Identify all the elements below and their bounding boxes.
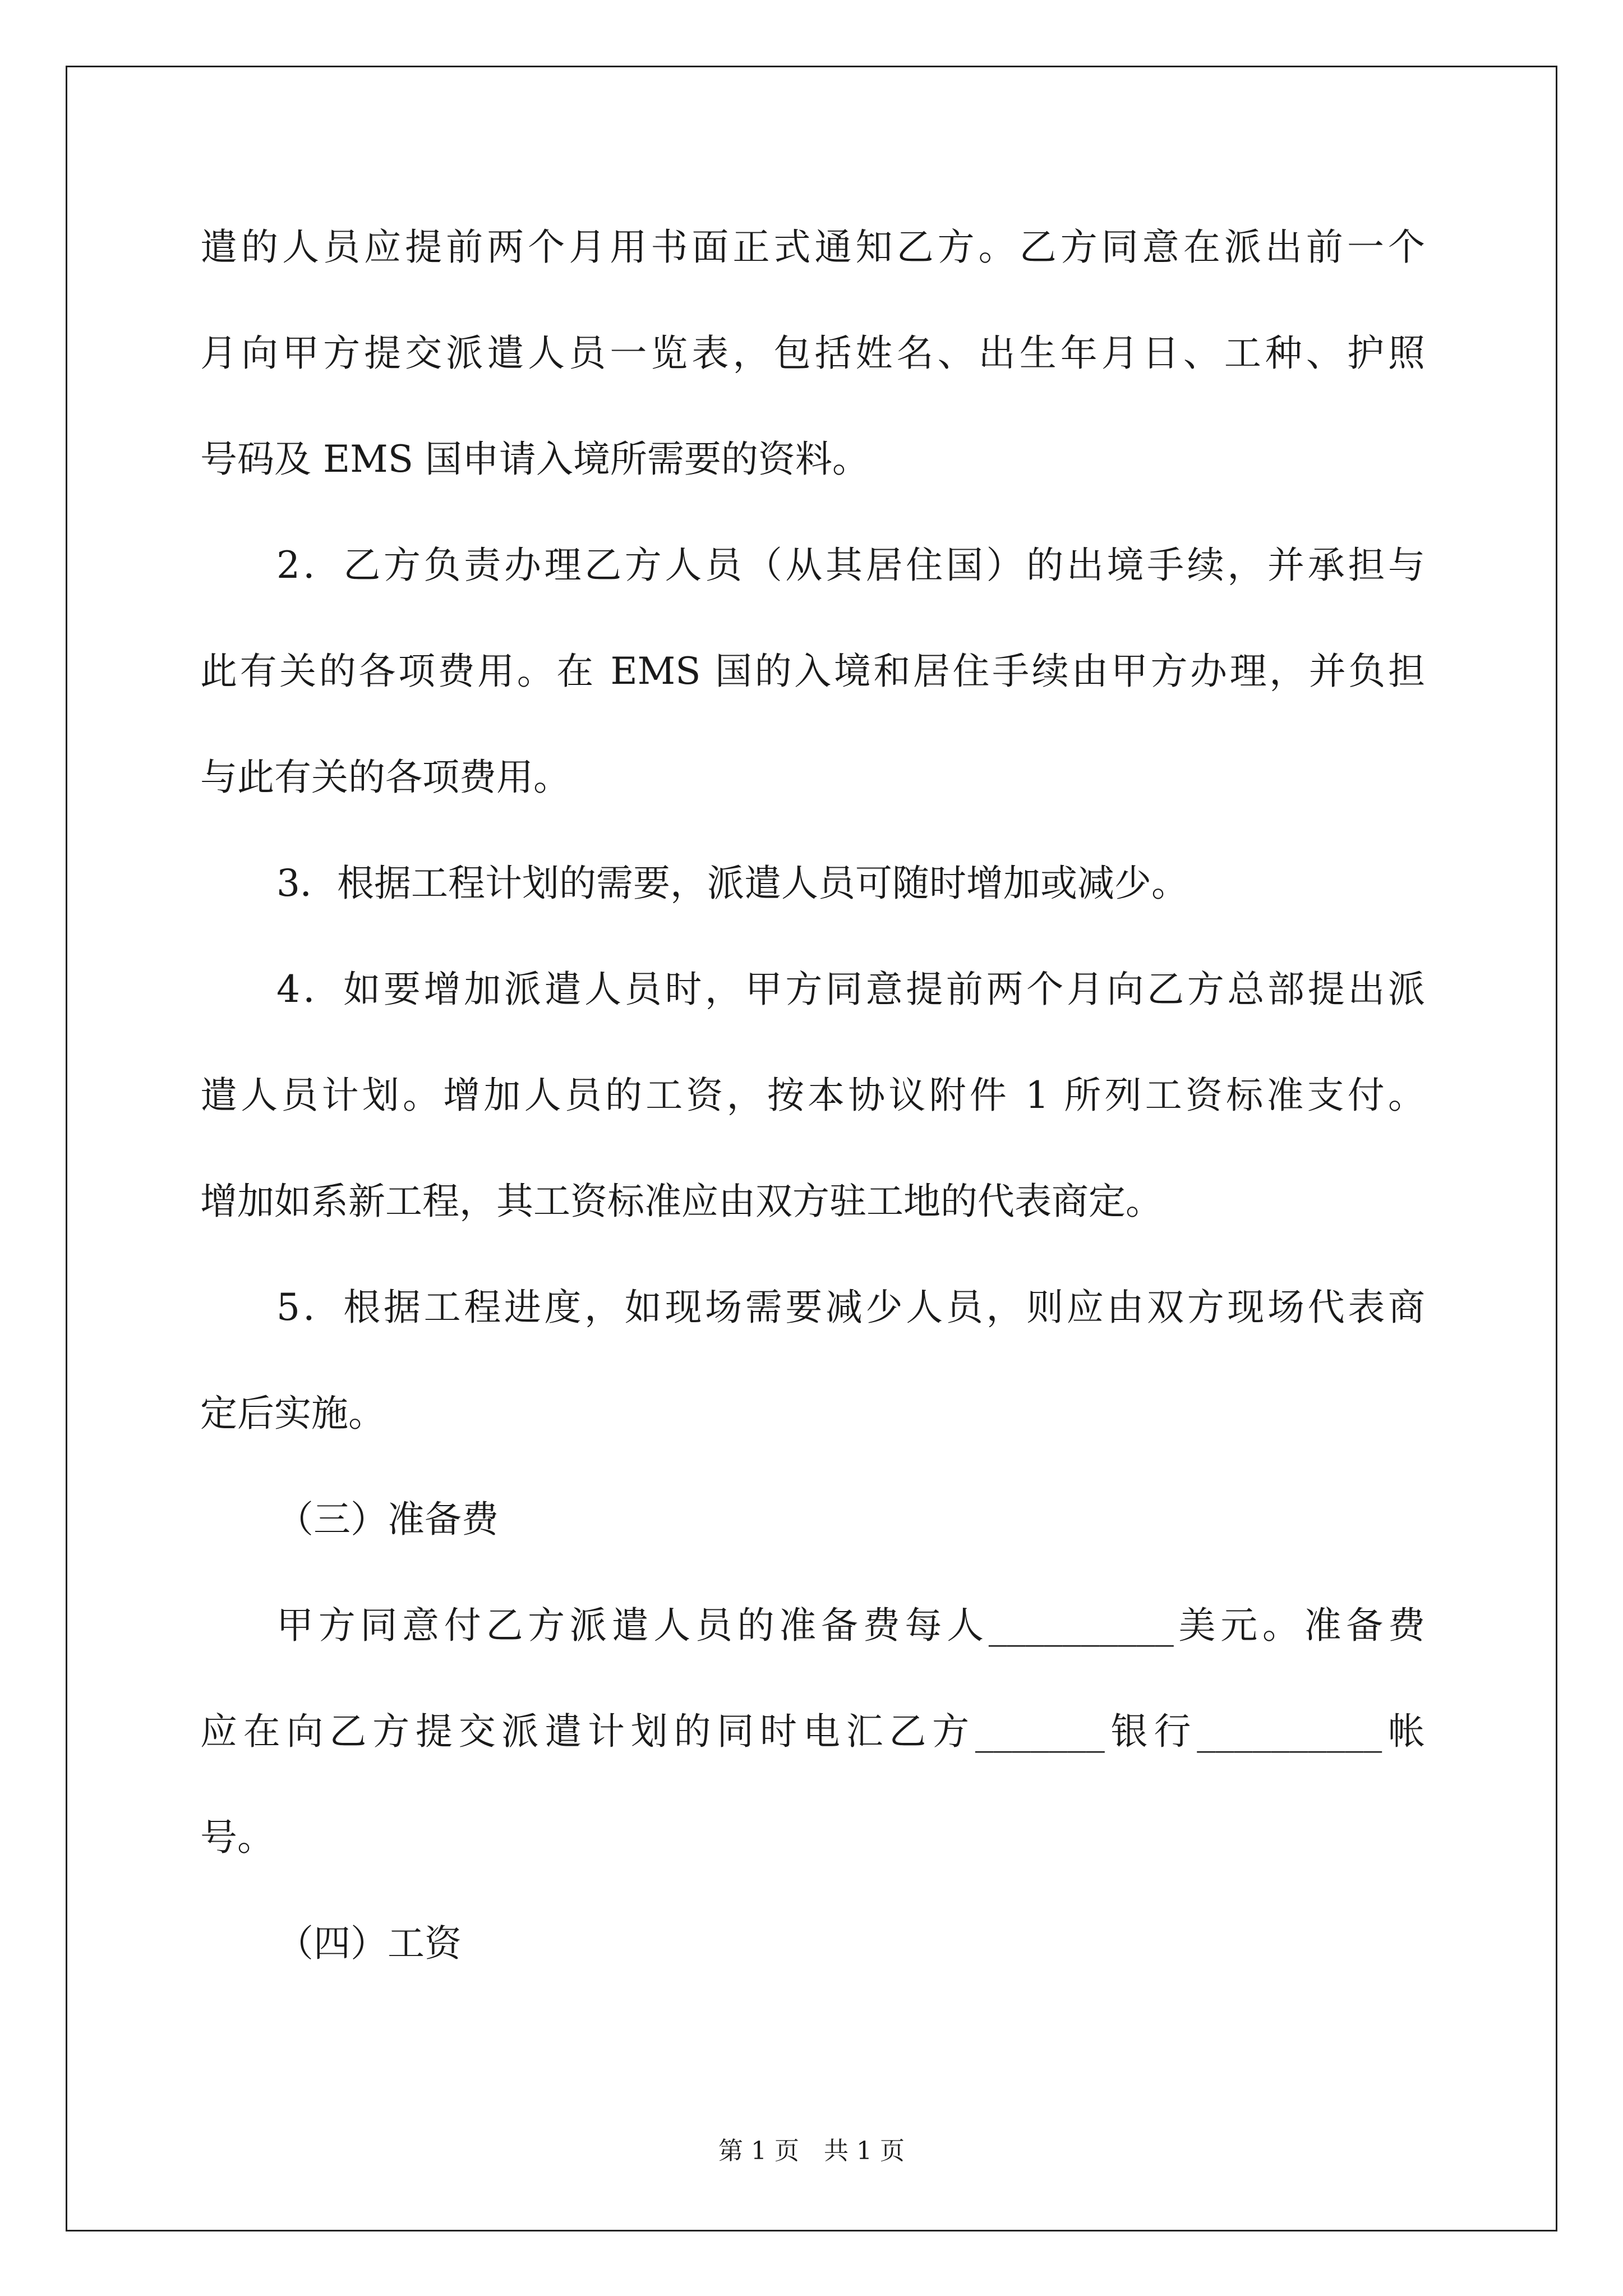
text-line: 4．如要增加派遣人员时，甲方同意提前两个月向乙方总部提出派 bbox=[276, 968, 1425, 1011]
text-line: 甲方同意付乙方派遣人员的准备费每人__________美元。准备费 bbox=[276, 1604, 1425, 1647]
text-line: 定后实施。 bbox=[200, 1392, 385, 1435]
text-line: 应在向乙方提交派遣计划的同时电汇乙方_______银行__________帐 bbox=[200, 1710, 1425, 1753]
text-line: 遣人员计划。增加人员的工资，按本协议附件 1 所列工资标准支付。 bbox=[200, 1074, 1425, 1117]
text-line: 2．乙方负责办理乙方人员（从其居住国）的出境手续，并承担与 bbox=[276, 544, 1425, 587]
section-heading: （三）准备费 bbox=[276, 1498, 499, 1541]
page-footer: 第 1 页 共 1 页 bbox=[718, 2137, 905, 2165]
text-line: 月向甲方提交派遣人员一览表，包括姓名、出生年月日、工种、护照 bbox=[200, 332, 1425, 375]
text-line: 号。 bbox=[200, 1816, 274, 1859]
text-line: 增加如系新工程，其工资标准应由双方驻工地的代表商定。 bbox=[200, 1180, 1163, 1223]
text-line: 遣的人员应提前两个月用书面正式通知乙方。乙方同意在派出前一个 bbox=[200, 226, 1425, 269]
text-line: 号码及 EMS 国申请入境所需要的资料。 bbox=[200, 438, 869, 481]
page-border bbox=[66, 66, 1557, 2231]
text-line: 3．根据工程计划的需要，派遣人员可随时增加或减少。 bbox=[276, 862, 1188, 905]
text-line: 与此有关的各项费用。 bbox=[200, 756, 570, 799]
text-line: 5．根据工程进度，如现场需要减少人员，则应由双方现场代表商 bbox=[276, 1286, 1425, 1329]
text-line: 此有关的各项费用。在 EMS 国的入境和居住手续由甲方办理，并负担 bbox=[200, 650, 1425, 693]
section-heading: （四）工资 bbox=[276, 1922, 462, 1965]
